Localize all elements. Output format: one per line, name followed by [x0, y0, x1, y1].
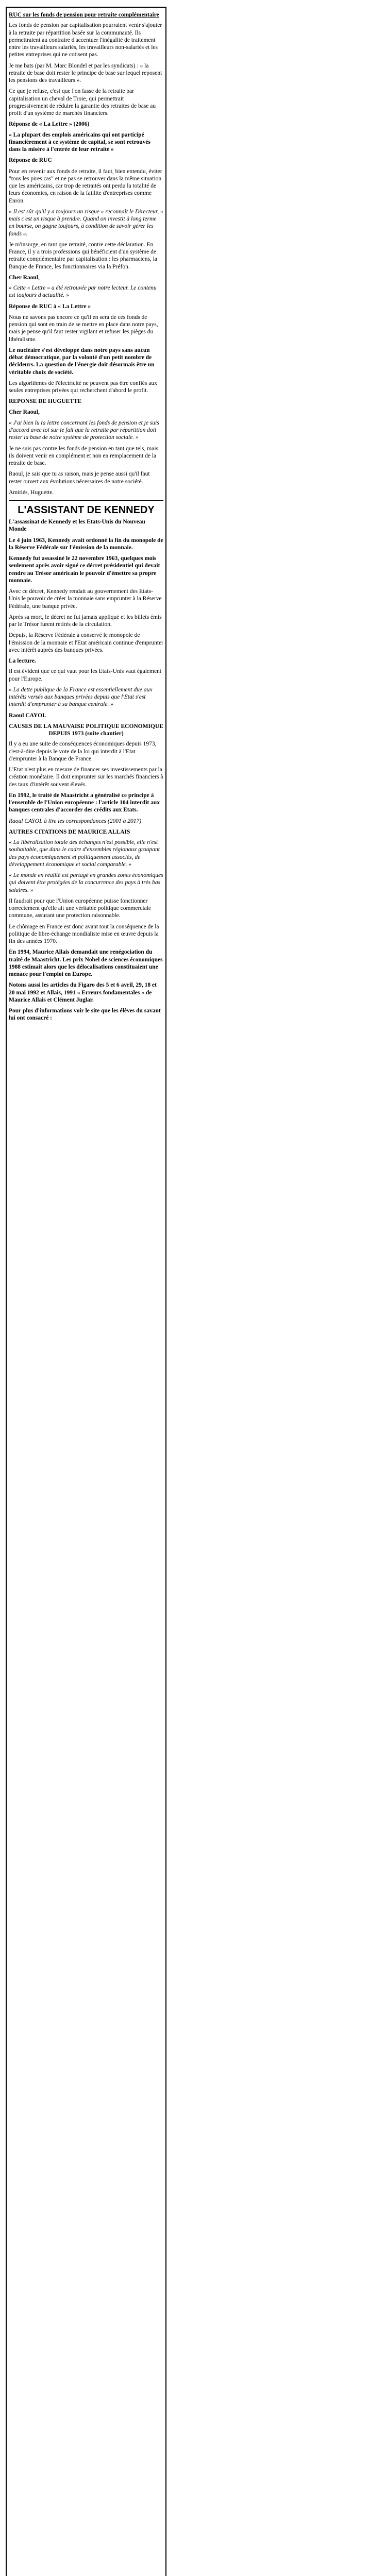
paragraph: Nous ne savons pas encore ce qu'il en sera de ces fonds de pension qui sont en train de se mettre en place dans notre pays, mais je pense qu'il faut rester vigilant et refuser les pièges du libéralisme.	[9, 314, 158, 343]
paragraph: Kennedy fut assassiné le 22 novembre 1963, quelques mois seulement après avoir signé ce décret présidentiel qui devait rendre au Trésor américain le pouvoir d'émettre sa propre monnaie.	[9, 555, 160, 584]
paragraph: Raoul CAYOL	[9, 712, 46, 719]
section-5	[9, 657, 163, 719]
paragraph: Cher Raoul,	[9, 409, 40, 415]
paragraph: Après sa mort, le décret ne fut jamais appliqué et les billets émis par le Trésor furent retirés de la circulation.	[9, 614, 162, 628]
paragraph: Raoul, je sais que tu as raison, mais je pense aussi qu'il faut rester ouvert aux évolutions nécessaires de notre société.	[9, 471, 150, 485]
paragraph: Pour en revenir aux fonds de retraite, il faut, bien entendu, éviter "tous les pires cas" et ne pas se retrouver dans la même situation que les américains, car trop de retraités ont perdu la totalité de leurs économies, en raison de la faillite d'entreprises comme Enron.	[9, 168, 162, 204]
paragraph: En 1994, Maurice Allais demandait une renégociation du traité de Maastricht. Les prix Nobel de sciences économiques 1988 estimait alors que les délocalisations constituaient une menace pour l'emploi en Europe.	[9, 949, 163, 977]
section-0	[9, 11, 163, 117]
paragraph: « La plupart des emplois américains qui ont participé financièrement à ce système de capital, se sont retrouvés dans la misère à l'entrée de leur retraite »	[9, 131, 150, 152]
paragraph: Raoul CAYOL à lire les correspondances (2001 à 2017)	[9, 818, 142, 824]
paragraph: Il est évident que ce qui vaut pour les Etats-Unis vaut également pour l'Europe.	[9, 668, 162, 682]
section-2	[9, 274, 163, 395]
paragraph: Amitiés, Huguette.	[9, 489, 54, 496]
paragraph: Réponse de RUC à « La Lettre »	[9, 303, 91, 310]
paragraph: Depuis, la Réserve Fédérale a conservé le monopole de l'émission de la monnaie et l'Etat américain continue d'emprunter avec intérêt auprès des banques privées.	[9, 632, 164, 653]
divider	[9, 500, 163, 501]
paragraph: Ce que je refuse, c'est que l'on fasse de la retraite par capitalisation un cheval de Troie, qui permettrait progressivement de réduire la garantie des retraites de base au profit d'un système de marchés financiers.	[9, 88, 156, 116]
page-column	[6, 7, 166, 2576]
paragraph: Réponse de RUC	[9, 157, 52, 164]
paragraph: L'assassinat de Kennedy et les Etats-Unis du Nouveau Monde	[9, 519, 145, 533]
paragraph: En 1992, le traité de Maastricht a généralisé ce principe à l'ensemble de l'Union européenne : l'article 104 interdit aux banques centrales d'accorder des crédits aux Etats.	[9, 792, 160, 814]
section-4	[9, 505, 163, 654]
paragraph: « Il est sûr qu'il y a toujours un risque » reconnaît le Directeur, « mais c'est un risque à prendre. Quand on investit à long terme en bourse, on gagne toujours, à condition de savoir gérer les fonds ».	[9, 208, 163, 237]
paragraph: Le nucléaire s'est développé dans notre pays sans aucun débat démocratique, par la volonté d'un petit nombre de décideurs. La question de l'énergie doit désormais être un véritable choix de société.	[9, 347, 155, 376]
section-title: Cher Raoul,	[9, 274, 40, 281]
section-7	[9, 828, 163, 1022]
paragraph: « J'ai bien lu ta lettre concernant les fonds de pension et je suis d'accord avec toi sur le fait que la retraite par répartition doit rester la base de notre système de protection sociale. »	[9, 419, 159, 441]
paragraph: « La dette publique de la France est essentiellement due aux intérêts versés aux banques privées depuis que l'Etat s'est interdit d'emprunter à sa banque centrale. »	[9, 686, 153, 708]
section-title: CAUSES DE LA MAUVAISE POLITIQUE ECONOMIQUE DEPUIS 1973 (suite chantier)	[9, 723, 163, 737]
section-1	[9, 121, 163, 270]
paragraph: « Cette « Lettre » a été retrouvée par notre lecteur. Le contenu est toujours d'actualité. »	[9, 285, 157, 299]
paragraph: Je ne suis pas contre les fonds de pension en tant que tels, mais ils doivent venir en complément et non en remplacement de la retraite de base.	[9, 445, 158, 466]
paragraph: Je m'insurge, en tant que retraité, contre cette déclaration. En France, il y a trois professions qui bénéficient d'un système de retraite complémentaire par capitalisation : les pharmaciens, la Banque de France, les fonctionnaires via la Préfon.	[9, 241, 158, 270]
paragraph: Les fonds de pension par capitalisation pourraient venir s'ajouter à la retraite par répartition basée sur la communauté. Ils permettraient au contraire d'accentuer l'inégalité de traitement entre les travailleurs salariés, les travailleurs non-salariés et les petites entreprises qui ne cotisent pas.	[9, 22, 162, 58]
section-6	[9, 723, 163, 825]
section-title: AUTRES CITATIONS DE MAURICE ALLAIS	[9, 828, 130, 835]
paragraph: « Le monde en réalité est partagé en grandes zones économiques qui doivent être protégées de la concurrence des pays à très bas salaires. »	[9, 872, 163, 893]
paragraph: Le 4 juin 1963, Kennedy avait ordonné la fin du monopole de la Réserve Fédérale sur l'émission de la monnaie.	[9, 537, 163, 551]
paragraph: Il faudrait pour que l'Union européenne puisse fonctionner correctement qu'elle ait une véritable politique commerciale commune, assurant une protection raisonnable.	[9, 897, 152, 919]
paragraph: Pour plus d'informations voir le site que les élèves du savant lui ont consacré :	[9, 1008, 161, 1022]
section-title: RUC sur les fonds de pension pour retraite complémentaire	[9, 12, 159, 18]
paragraph: Le chômage en France est donc avant tout la conséquence de la politique de libre-échange mondialiste mise en œuvre depuis la fin des années 1970.	[9, 923, 159, 944]
paragraph: Il y a eu une suite de conséquences économiques depuis 1973, c'est-à-dire depuis le vote de la loi qui interdit à l'Etat d'emprunter à la Banque de France.	[9, 741, 157, 762]
section-title: REPONSE DE HUGUETTE	[9, 398, 82, 405]
paragraph: « La libéralisation totale des échanges n'est possible, elle n'est souhaitable, que dans le cadre d'ensembles régionaux groupant des pays économiquement et politiquement associés, de développement économique et social comparable. »	[9, 839, 160, 868]
paragraph: L'Etat n'est plus en mesure de financer ses investissements par la création monétaire. Il doit emprunter sur les marchés financiers à des taux d'intérêt souvent élevés.	[9, 767, 163, 788]
section-title: Réponse de « La Lettre » (2006)	[9, 121, 90, 128]
paragraph: Je me bats (par M. Marc Blondel et par les syndicats) : « la retraite de base doit rester le principe de base sur lequel reposent les pensions des travailleurs ».	[9, 62, 162, 83]
paragraph: Notons aussi les articles du Figaro des 5 et 6 avril, 29, 18 et 20 mai 1992 et Allais, 1991 « Erreurs fondamentales » de Maurice Allais et Clément Juglar.	[9, 982, 157, 1003]
paragraph: Les algorithmes de l'électricité ne peuvent pas être confiés aux seules entreprises privées qui recherchent d'abord le profit.	[9, 380, 157, 394]
paragraph: Avec ce décret, Kennedy rendait au gouvernement des Etats-Unis le pouvoir de créer la monnaie sans emprunter à la Réserve Fédérale, une banque privée.	[9, 588, 162, 609]
section-title: La lecture.	[9, 658, 36, 664]
section-title: L'ASSISTANT DE KENNEDY	[18, 504, 155, 516]
section-3	[9, 398, 163, 496]
